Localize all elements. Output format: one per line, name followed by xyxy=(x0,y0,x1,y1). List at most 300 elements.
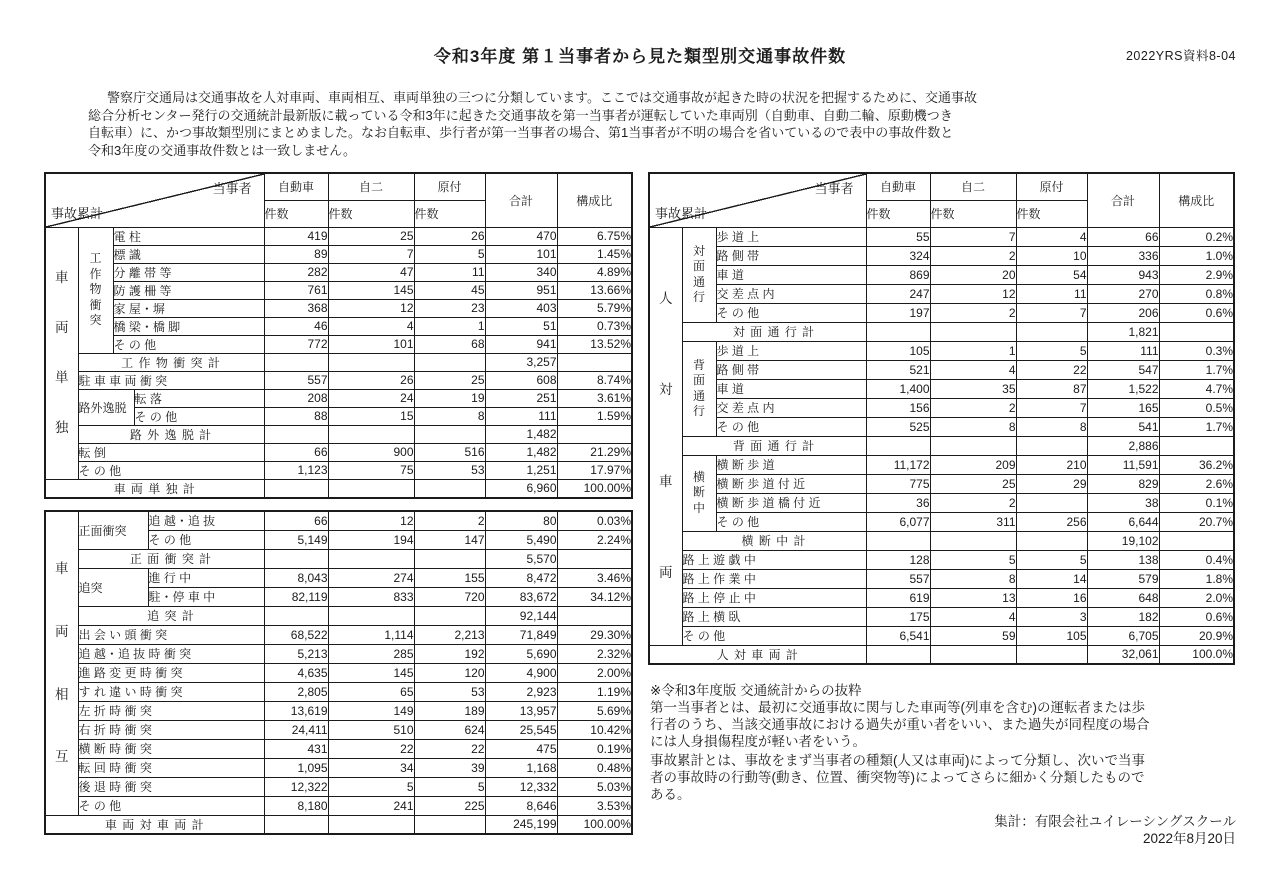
cell-ratio: 0.2% xyxy=(1159,227,1234,246)
cell-count-motorcycle: 2 xyxy=(930,493,1016,512)
cell-count-motorcycle: 35 xyxy=(930,379,1016,398)
table-row xyxy=(45,335,632,353)
table-row xyxy=(45,479,632,498)
cell-count-motorcycle xyxy=(930,645,1016,664)
vehicle-vs-vehicle-table xyxy=(44,510,633,835)
table-row xyxy=(45,281,632,299)
table-row xyxy=(649,531,1234,550)
note-line: 者の事故時の行動等(動き、位置、衝突物等)によってさらに細かく分類したもので xyxy=(650,770,1145,785)
table-row xyxy=(45,796,632,815)
subtotal-label: 路 外 逸 脱 計 xyxy=(78,425,264,443)
header-accum-label: 事故累計 xyxy=(51,205,104,221)
cell-count-moped: 7 xyxy=(1016,303,1087,322)
vertical-text: 工 作 物 衝 突 xyxy=(89,251,102,328)
row-label: そ の 他 xyxy=(113,335,264,353)
cell-total: 92,144 xyxy=(485,606,557,625)
cell-ratio: 6.75% xyxy=(557,227,632,245)
cell-count-car: 772 xyxy=(264,335,328,353)
row-label: 橋 梁・橋 脚 xyxy=(113,317,264,335)
cell-count-car: 208 xyxy=(264,389,328,407)
col-subheader-count: 件数 xyxy=(414,200,485,227)
cell-count-motorcycle: 2 xyxy=(930,246,1016,265)
cell-count-moped: 3 xyxy=(1016,607,1087,626)
cell-ratio: 1.7% xyxy=(1159,360,1234,379)
cell-total: 951 xyxy=(485,281,557,299)
table-row xyxy=(649,436,1234,455)
table-row xyxy=(45,720,632,739)
group-label: 正面衝突 xyxy=(78,511,148,549)
cell-count-car xyxy=(866,531,930,550)
cell-count-moped xyxy=(414,479,485,498)
cell-ratio: 0.5% xyxy=(1159,398,1234,417)
table-row xyxy=(45,511,632,530)
cell-total: 13,957 xyxy=(485,701,557,720)
table-row xyxy=(45,245,632,263)
table-row xyxy=(45,701,632,720)
cell-count-motorcycle: 5 xyxy=(930,550,1016,569)
cell-count-moped xyxy=(414,353,485,371)
cell-ratio: 4.7% xyxy=(1159,379,1234,398)
cell-total: 340 xyxy=(485,263,557,281)
vertical-text: 車 両 相 互 xyxy=(55,561,69,765)
row-label: 進 行 中 xyxy=(148,568,264,587)
row-label: 歩 道 上 xyxy=(716,227,866,246)
cell-ratio: 10.42% xyxy=(557,720,632,739)
cell-ratio xyxy=(557,425,632,443)
cell-count-car: 6,541 xyxy=(866,626,930,645)
cell-ratio: 0.4% xyxy=(1159,550,1234,569)
credit-line: 集計：有限会社ユイレーシングスクール xyxy=(994,814,1236,829)
cell-count-car: 12,322 xyxy=(264,777,328,796)
table-row xyxy=(45,227,632,245)
cell-count-car xyxy=(866,645,930,664)
row-label: 追 越・追 抜 時 衝 突 xyxy=(78,644,264,663)
row-label: 標 識 xyxy=(113,245,264,263)
note-line: ある。 xyxy=(650,787,691,802)
row-label: 横 断 歩 道 橋 付 近 xyxy=(716,493,866,512)
table-row xyxy=(649,322,1234,341)
cell-count-moped xyxy=(1016,645,1087,664)
vertical-text: 横 断 中 xyxy=(692,469,705,515)
table-row xyxy=(45,549,632,568)
cell-count-motorcycle: 2 xyxy=(930,398,1016,417)
cell-count-moped: 210 xyxy=(1016,455,1087,474)
cell-count-car xyxy=(264,815,328,834)
group-label-vertical xyxy=(682,455,716,531)
cell-count-motorcycle xyxy=(328,353,414,371)
table-row xyxy=(45,682,632,701)
cell-count-car: 1,400 xyxy=(866,379,930,398)
table-header-row xyxy=(649,173,1234,200)
col-header-car: 自動車 xyxy=(264,173,328,200)
cell-count-moped xyxy=(414,425,485,443)
cell-ratio: 1.59% xyxy=(557,407,632,425)
row-label: 車 道 xyxy=(716,265,866,284)
table-row xyxy=(45,777,632,796)
subtotal-label: 車 両 単 独 計 xyxy=(45,479,264,498)
table-row xyxy=(45,389,632,407)
col-header-motorcycle: 自二 xyxy=(930,173,1016,200)
cell-count-moped: 120 xyxy=(414,663,485,682)
cell-count-moped: 8 xyxy=(1016,417,1087,436)
cell-total: 66 xyxy=(1087,227,1159,246)
cell-total: 1,168 xyxy=(485,758,557,777)
header-party-label: 当事者 xyxy=(212,181,252,196)
cell-count-motorcycle: 311 xyxy=(930,512,1016,531)
cell-count-motorcycle: 8 xyxy=(930,569,1016,588)
row-label: 歩 道 上 xyxy=(716,341,866,360)
cell-total: 12,332 xyxy=(485,777,557,796)
table-row xyxy=(649,360,1234,379)
cell-total: 5,570 xyxy=(485,549,557,568)
subtotal-label: 背 面 通 行 計 xyxy=(682,436,866,455)
table-row xyxy=(649,246,1234,265)
vertical-text: 車 両 単 独 xyxy=(55,270,69,435)
table-row xyxy=(649,341,1234,360)
cell-count-motorcycle xyxy=(328,549,414,568)
cell-count-moped: 5 xyxy=(1016,550,1087,569)
cell-count-car: 761 xyxy=(264,281,328,299)
cell-total: 6,644 xyxy=(1087,512,1159,531)
cell-count-car xyxy=(264,549,328,568)
cell-count-motorcycle: 241 xyxy=(328,796,414,815)
cell-count-car: 24,411 xyxy=(264,720,328,739)
subtotal-label: 対 面 通 行 計 xyxy=(682,322,866,341)
cell-count-moped: 720 xyxy=(414,587,485,606)
cell-count-moped: 26 xyxy=(414,227,485,245)
row-label: 転 倒 xyxy=(78,443,264,461)
cell-count-moped: 516 xyxy=(414,443,485,461)
cell-count-motorcycle: 20 xyxy=(930,265,1016,284)
cell-total: 941 xyxy=(485,335,557,353)
cell-count-motorcycle: 59 xyxy=(930,626,1016,645)
cell-total: 182 xyxy=(1087,607,1159,626)
cell-total: 403 xyxy=(485,299,557,317)
row-label: 路 側 帯 xyxy=(716,360,866,379)
cell-count-motorcycle xyxy=(930,322,1016,341)
subtotal-label: 工 作 物 衝 突 計 xyxy=(78,353,264,371)
cell-count-car xyxy=(264,425,328,443)
col-subheader-count: 件数 xyxy=(930,200,1016,227)
cell-count-car: 128 xyxy=(866,550,930,569)
cell-count-car: 66 xyxy=(264,511,328,530)
cell-ratio xyxy=(1159,322,1234,341)
cell-total: 2,886 xyxy=(1087,436,1159,455)
row-label: そ の 他 xyxy=(134,407,264,425)
cell-count-car: 8,043 xyxy=(264,568,328,587)
row-label: 追 越・追 抜 xyxy=(148,511,264,530)
cell-count-motorcycle: 12 xyxy=(328,299,414,317)
cell-count-car: 619 xyxy=(866,588,930,607)
diagonal-header-cell xyxy=(45,173,264,227)
cell-count-motorcycle xyxy=(328,425,414,443)
group-label: 追突 xyxy=(78,568,148,606)
cell-ratio: 34.12% xyxy=(557,587,632,606)
cell-total: 541 xyxy=(1087,417,1159,436)
table-row xyxy=(649,550,1234,569)
row-label: そ の 他 xyxy=(78,796,264,815)
cell-count-car: 105 xyxy=(866,341,930,360)
cell-count-moped: 8 xyxy=(414,407,485,425)
cell-count-motorcycle: 25 xyxy=(328,227,414,245)
table-row xyxy=(649,455,1234,474)
cell-ratio: 20.7% xyxy=(1159,512,1234,531)
cell-count-moped: 87 xyxy=(1016,379,1087,398)
row-label: 車 道 xyxy=(716,379,866,398)
note-source-line: ※令和3年度版 交通統計からの抜粋 xyxy=(650,683,862,698)
cell-total: 270 xyxy=(1087,284,1159,303)
cell-count-car: 68,522 xyxy=(264,625,328,644)
cell-total: 138 xyxy=(1087,550,1159,569)
group-label-vertical xyxy=(682,341,716,436)
cell-count-motorcycle: 12 xyxy=(930,284,1016,303)
row-label: 路 上 停 止 中 xyxy=(682,588,866,607)
cell-count-car: 1,095 xyxy=(264,758,328,777)
cell-count-moped: 105 xyxy=(1016,626,1087,645)
cell-count-car: 282 xyxy=(264,263,328,281)
table-row xyxy=(649,569,1234,588)
cell-count-car: 525 xyxy=(866,417,930,436)
table-row xyxy=(45,644,632,663)
cell-count-motorcycle xyxy=(328,815,414,834)
cell-count-moped: 16 xyxy=(1016,588,1087,607)
table-row xyxy=(649,474,1234,493)
footnotes xyxy=(650,682,1236,847)
table-row xyxy=(45,606,632,625)
table-row xyxy=(649,493,1234,512)
cell-ratio: 2.32% xyxy=(557,644,632,663)
cell-count-moped: 54 xyxy=(1016,265,1087,284)
cell-ratio: 1.19% xyxy=(557,682,632,701)
vertical-text: 対 面 通 行 xyxy=(692,243,705,304)
cell-count-motorcycle xyxy=(328,479,414,498)
cell-total: 25,545 xyxy=(485,720,557,739)
cell-count-moped: 10 xyxy=(1016,246,1087,265)
cell-count-moped: 29 xyxy=(1016,474,1087,493)
cell-count-car: 5,149 xyxy=(264,530,328,549)
row-label: そ の 他 xyxy=(148,530,264,549)
cell-count-moped: 5 xyxy=(414,777,485,796)
row-label: 路 側 帯 xyxy=(716,246,866,265)
cell-ratio xyxy=(557,549,632,568)
table-row xyxy=(45,407,632,425)
cell-count-car: 247 xyxy=(866,284,930,303)
table-row xyxy=(649,645,1234,664)
row-label: 横 断 時 衝 突 xyxy=(78,739,264,758)
table-row xyxy=(45,461,632,479)
cell-total: 1,522 xyxy=(1087,379,1159,398)
cell-count-car xyxy=(264,353,328,371)
cell-count-car: 36 xyxy=(866,493,930,512)
cell-count-moped: 11 xyxy=(1016,284,1087,303)
cell-total: 1,482 xyxy=(485,425,557,443)
cell-count-moped xyxy=(1016,493,1087,512)
cell-count-motorcycle: 12 xyxy=(328,511,414,530)
cell-ratio: 21.29% xyxy=(557,443,632,461)
cell-ratio xyxy=(1159,531,1234,550)
diagonal-header-cell xyxy=(649,173,866,227)
cell-total: 1,821 xyxy=(1087,322,1159,341)
table-row xyxy=(649,417,1234,436)
cell-ratio: 2.0% xyxy=(1159,588,1234,607)
col-header-ratio: 構成比 xyxy=(1159,173,1234,227)
intro-line: 総合分析センター発行の交通統計最新版に載っている令和3年に起きた交通事故を第一当事者が運転していた車両別（自動車、自動二輪、原動機つき xyxy=(88,107,953,123)
note-line: 第一当事者とは、最初に交通事故に関与した車両等(列車を含む)の運転者または歩 xyxy=(650,700,1145,715)
cell-count-moped: 11 xyxy=(414,263,485,281)
cell-count-moped: 155 xyxy=(414,568,485,587)
cell-count-motorcycle: 26 xyxy=(328,371,414,389)
cell-count-motorcycle: 510 xyxy=(328,720,414,739)
cell-count-motorcycle: 34 xyxy=(328,758,414,777)
col-header-total: 合計 xyxy=(1087,173,1159,227)
cell-count-motorcycle: 101 xyxy=(328,335,414,353)
table-row xyxy=(45,263,632,281)
cell-count-motorcycle: 24 xyxy=(328,389,414,407)
row-label: そ の 他 xyxy=(716,303,866,322)
cell-ratio: 29.30% xyxy=(557,625,632,644)
table-row xyxy=(45,443,632,461)
row-label: 交 差 点 内 xyxy=(716,398,866,417)
note-line: 行者のうち、当該交通事故における過失が重い者をいい、また過失が同程度の場合 xyxy=(650,717,1150,732)
table-row xyxy=(45,758,632,777)
cell-count-moped xyxy=(414,549,485,568)
date-line: 2022年8月20日 xyxy=(1142,831,1236,846)
cell-count-car: 869 xyxy=(866,265,930,284)
table-row xyxy=(45,425,632,443)
vertical-text: 背 面 通 行 xyxy=(692,357,705,418)
row-label: 路 上 横 臥 xyxy=(682,607,866,626)
vertical-text: 人 対 車 両 xyxy=(659,291,673,580)
table-row xyxy=(649,512,1234,531)
row-label: 左 折 時 衝 突 xyxy=(78,701,264,720)
row-label: 防 護 柵 等 xyxy=(113,281,264,299)
cell-count-moped xyxy=(414,606,485,625)
table-row xyxy=(649,227,1234,246)
cell-count-moped: 7 xyxy=(1016,398,1087,417)
cell-count-motorcycle xyxy=(328,606,414,625)
cell-count-car: 2,805 xyxy=(264,682,328,701)
cell-count-car xyxy=(866,436,930,455)
cell-total: 5,490 xyxy=(485,530,557,549)
table-row xyxy=(649,398,1234,417)
cell-ratio: 0.3% xyxy=(1159,341,1234,360)
cell-count-moped: 624 xyxy=(414,720,485,739)
row-label: 進 路 変 更 時 衝 突 xyxy=(78,663,264,682)
cell-count-car: 82,119 xyxy=(264,587,328,606)
cell-count-moped xyxy=(414,815,485,834)
cell-total: 83,672 xyxy=(485,587,557,606)
cell-count-motorcycle: 4 xyxy=(328,317,414,335)
row-label: 出 会 い 頭 衝 突 xyxy=(78,625,264,644)
cell-count-moped: 225 xyxy=(414,796,485,815)
intro-line: 警察庁交通局は交通事故を人対車両、車両相互、車両単独の三つに分類しています。ここでは交通事故が起きた時の状況を把握するために、交通事故 xyxy=(107,90,977,105)
group-label-vertical xyxy=(45,511,78,815)
row-label: す れ 違 い 時 衝 突 xyxy=(78,682,264,701)
cell-total: 4,900 xyxy=(485,663,557,682)
row-label: 分 離 帯 等 xyxy=(113,263,264,281)
header-accum-label: 事故累計 xyxy=(655,205,708,221)
cell-count-motorcycle: 4 xyxy=(930,360,1016,379)
cell-ratio: 0.8% xyxy=(1159,284,1234,303)
cell-count-car: 5,213 xyxy=(264,644,328,663)
cell-total: 71,849 xyxy=(485,625,557,644)
cell-count-moped xyxy=(1016,322,1087,341)
row-label: 路 上 遊 戯 中 xyxy=(682,550,866,569)
cell-total: 5,690 xyxy=(485,644,557,663)
cell-count-car: 431 xyxy=(264,739,328,758)
col-header-moped: 原付 xyxy=(1016,173,1087,200)
cell-count-moped: 23 xyxy=(414,299,485,317)
cell-ratio: 1.45% xyxy=(557,245,632,263)
cell-total: 80 xyxy=(485,511,557,530)
cell-count-motorcycle: 2 xyxy=(930,303,1016,322)
group-label-vertical xyxy=(682,227,716,322)
col-header-motorcycle: 自二 xyxy=(328,173,414,200)
cell-count-moped: 256 xyxy=(1016,512,1087,531)
table-row xyxy=(649,303,1234,322)
cell-count-car: 11,172 xyxy=(866,455,930,474)
cell-total: 829 xyxy=(1087,474,1159,493)
row-label: そ の 他 xyxy=(78,461,264,479)
cell-total: 245,199 xyxy=(485,815,557,834)
cell-total: 3,257 xyxy=(485,353,557,371)
row-label: 路 上 作 業 中 xyxy=(682,569,866,588)
cell-ratio: 20.9% xyxy=(1159,626,1234,645)
cell-ratio: 13.66% xyxy=(557,281,632,299)
intro-line: 令和3年度の交通事故件数とは一致しません。 xyxy=(88,142,357,158)
col-subheader-count: 件数 xyxy=(328,200,414,227)
cell-count-moped: 14 xyxy=(1016,569,1087,588)
cell-total: 111 xyxy=(1087,341,1159,360)
cell-count-moped: 2,213 xyxy=(414,625,485,644)
cell-ratio: 0.03% xyxy=(557,511,632,530)
subtotal-label: 人 対 車 両 計 xyxy=(649,645,866,664)
cell-count-motorcycle: 900 xyxy=(328,443,414,461)
col-header-moped: 原付 xyxy=(414,173,485,200)
cell-total: 51 xyxy=(485,317,557,335)
row-label: そ の 他 xyxy=(682,626,866,645)
col-subheader-count: 件数 xyxy=(866,200,930,227)
subtotal-label: 横 断 中 計 xyxy=(682,531,866,550)
cell-ratio: 0.6% xyxy=(1159,607,1234,626)
cell-total: 6,960 xyxy=(485,479,557,498)
row-label: 転 回 時 衝 突 xyxy=(78,758,264,777)
cell-count-moped: 39 xyxy=(414,758,485,777)
cell-ratio: 100.00% xyxy=(557,479,632,498)
row-label: 電 柱 xyxy=(113,227,264,245)
cell-count-car xyxy=(866,322,930,341)
cell-count-motorcycle: 209 xyxy=(930,455,1016,474)
cell-count-motorcycle: 7 xyxy=(930,227,1016,246)
cell-count-moped xyxy=(1016,531,1087,550)
note-line: 事故累計とは、事故をまず当事者の種類(人又は車両)によって分類し、次いで当事 xyxy=(650,753,1145,768)
cell-count-motorcycle: 25 xyxy=(930,474,1016,493)
cell-ratio xyxy=(557,353,632,371)
cell-ratio: 100.00% xyxy=(557,815,632,834)
cell-count-moped: 19 xyxy=(414,389,485,407)
cell-count-car: 88 xyxy=(264,407,328,425)
cell-count-car: 8,180 xyxy=(264,796,328,815)
cell-count-moped: 5 xyxy=(414,245,485,263)
cell-count-moped: 68 xyxy=(414,335,485,353)
cell-count-motorcycle: 7 xyxy=(328,245,414,263)
cell-count-motorcycle: 274 xyxy=(328,568,414,587)
col-header-ratio: 構成比 xyxy=(557,173,632,227)
cell-total: 8,472 xyxy=(485,568,557,587)
table-row xyxy=(45,625,632,644)
cell-ratio: 1.7% xyxy=(1159,417,1234,436)
cell-total: 2,923 xyxy=(485,682,557,701)
